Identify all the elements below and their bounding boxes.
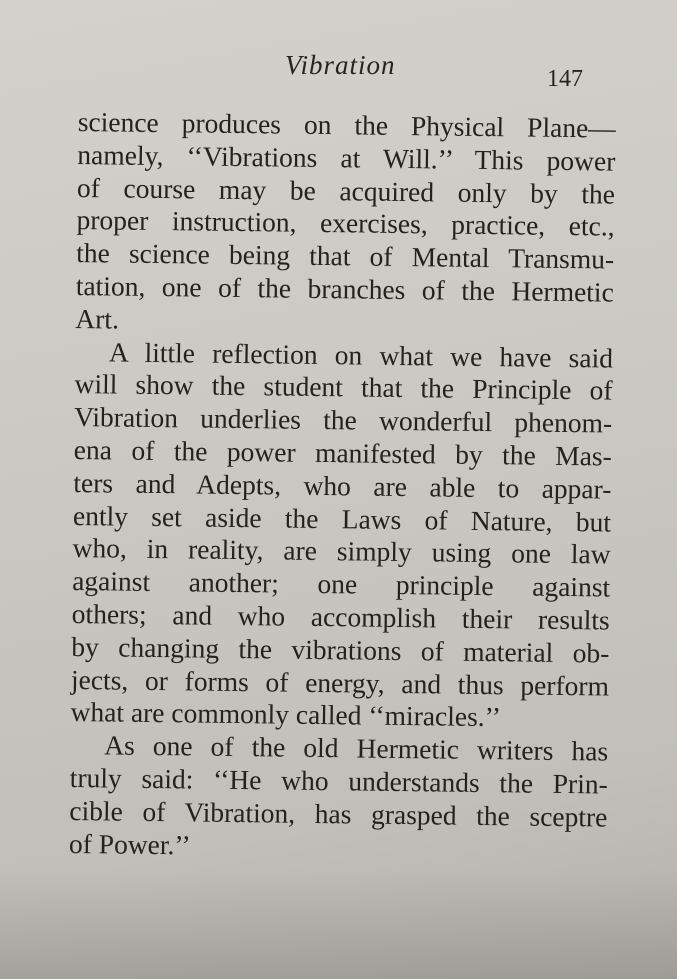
paragraph-1 bbox=[75, 106, 616, 342]
text-line: proper instruction, exercises, practice, etc., bbox=[76, 204, 615, 242]
text-line: will show the student that the Principle of bbox=[74, 368, 613, 406]
text-line: who, in reality, are simply using one law bbox=[72, 532, 611, 570]
text-line: jects, or forms of energy, and thus perform bbox=[70, 663, 610, 702]
paragraph-2 bbox=[70, 336, 613, 736]
text-line: what are commonly called ‘‘miracles.’’ bbox=[70, 696, 502, 733]
text-line: ters and Adepts, who are able to appar- bbox=[73, 466, 612, 505]
text-line: of course may be acquired only by the bbox=[76, 171, 616, 210]
text-line: of Power.’’ bbox=[68, 827, 191, 860]
text-line: namely, ‘‘Vibrations at Will.’’ This power bbox=[77, 138, 616, 177]
text-line: Art. bbox=[75, 302, 120, 335]
text-line: A little reflection on what we have said bbox=[108, 335, 614, 374]
text-line: cible of Vibration, has grasped the sceptre bbox=[69, 794, 608, 833]
text-line: others; and who accomplish their results bbox=[71, 597, 610, 636]
text-line: As one of the old Hermetic writers has bbox=[104, 729, 609, 767]
text-line: truly said: ‘‘He who understands the Prin- bbox=[69, 761, 608, 800]
running-title: Vibration bbox=[285, 50, 396, 80]
text-line: Vibration underlies the wonderful phenom- bbox=[74, 401, 613, 439]
body-text bbox=[69, 106, 616, 867]
text-line: against another; one principle against bbox=[72, 565, 611, 603]
text-line: the science being that of Mental Transmu- bbox=[76, 237, 615, 275]
page-number: 147 bbox=[547, 66, 583, 92]
text-line: tation, one of the branches of the Hermetic bbox=[75, 269, 614, 308]
running-head bbox=[0, 50, 677, 90]
text-line: science produces on the Physical Plane— bbox=[77, 106, 616, 144]
paragraph-3 bbox=[69, 729, 609, 867]
text-line: by changing the vibrations of material ob- bbox=[71, 630, 610, 669]
text-line: ently set aside the Laws of Nature, but bbox=[72, 499, 612, 538]
text-line: ena of the power manifested by the Mas- bbox=[73, 433, 612, 472]
